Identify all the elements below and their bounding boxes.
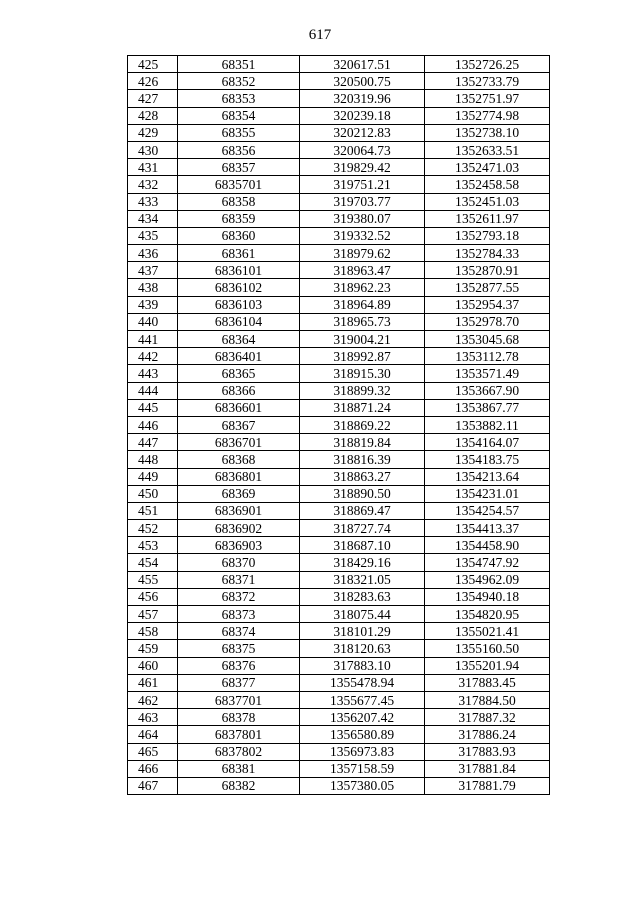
table-row xyxy=(128,520,550,537)
point-id-cell: 6836903 xyxy=(178,537,300,554)
table-row xyxy=(128,348,550,365)
row-index-cell: 463 xyxy=(128,709,178,726)
coordinate-y-cell: 1352954.37 xyxy=(425,296,550,313)
coordinate-y-cell: 1354962.09 xyxy=(425,571,550,588)
point-id-cell: 6837801 xyxy=(178,726,300,743)
coordinate-y-cell: 1355201.94 xyxy=(425,657,550,674)
table-row xyxy=(128,640,550,657)
coordinate-x-cell: 318727.74 xyxy=(300,520,425,537)
page-number: 617 xyxy=(308,27,332,43)
point-id-cell: 68353 xyxy=(178,90,300,107)
table-row xyxy=(128,107,550,124)
point-id-cell: 6836601 xyxy=(178,399,300,416)
coordinate-x-cell: 318963.47 xyxy=(300,262,425,279)
table-row xyxy=(128,331,550,348)
coordinate-x-cell: 1357380.05 xyxy=(300,777,425,794)
row-index-cell: 452 xyxy=(128,520,178,537)
point-id-cell: 6836104 xyxy=(178,313,300,330)
row-index-cell: 461 xyxy=(128,674,178,691)
point-id-cell: 68373 xyxy=(178,606,300,623)
coordinate-x-cell: 319380.07 xyxy=(300,210,425,227)
coordinate-x-cell: 318899.32 xyxy=(300,382,425,399)
table-row xyxy=(128,399,550,416)
coordinate-y-cell: 1353667.90 xyxy=(425,382,550,399)
row-index-cell: 462 xyxy=(128,691,178,708)
table-row xyxy=(128,502,550,519)
table-row xyxy=(128,176,550,193)
row-index-cell: 449 xyxy=(128,468,178,485)
coordinate-x-cell: 318964.89 xyxy=(300,296,425,313)
point-id-cell: 6836401 xyxy=(178,348,300,365)
table-row xyxy=(128,227,550,244)
coordinate-y-cell: 1352738.10 xyxy=(425,124,550,141)
row-index-cell: 446 xyxy=(128,416,178,433)
table-row xyxy=(128,56,550,73)
point-id-cell: 6836901 xyxy=(178,502,300,519)
table-row xyxy=(128,623,550,640)
coordinate-x-cell: 318075.44 xyxy=(300,606,425,623)
table-row xyxy=(128,554,550,571)
table-row xyxy=(128,537,550,554)
point-id-cell: 68382 xyxy=(178,777,300,794)
coordinate-y-cell: 1354231.01 xyxy=(425,485,550,502)
point-id-cell: 68366 xyxy=(178,382,300,399)
coordinate-x-cell: 320064.73 xyxy=(300,141,425,158)
row-index-cell: 429 xyxy=(128,124,178,141)
table-body xyxy=(128,56,550,795)
row-index-cell: 425 xyxy=(128,56,178,73)
coordinate-y-cell: 1352611.97 xyxy=(425,210,550,227)
coordinate-y-cell: 1352774.98 xyxy=(425,107,550,124)
coordinate-y-cell: 1354413.37 xyxy=(425,520,550,537)
coordinate-y-cell: 1354940.18 xyxy=(425,588,550,605)
table-row xyxy=(128,777,550,794)
row-index-cell: 465 xyxy=(128,743,178,760)
point-id-cell: 68371 xyxy=(178,571,300,588)
point-id-cell: 68376 xyxy=(178,657,300,674)
coordinate-y-cell: 1354164.07 xyxy=(425,434,550,451)
point-id-cell: 6835701 xyxy=(178,176,300,193)
point-id-cell: 68374 xyxy=(178,623,300,640)
row-index-cell: 455 xyxy=(128,571,178,588)
point-id-cell: 6836902 xyxy=(178,520,300,537)
coordinates-table-wrapper xyxy=(127,55,549,795)
coordinate-y-cell: 317881.79 xyxy=(425,777,550,794)
row-index-cell: 466 xyxy=(128,760,178,777)
row-index-cell: 458 xyxy=(128,623,178,640)
table-row xyxy=(128,657,550,674)
row-index-cell: 427 xyxy=(128,90,178,107)
coordinate-x-cell: 319751.21 xyxy=(300,176,425,193)
coordinate-x-cell: 319004.21 xyxy=(300,331,425,348)
coordinate-x-cell: 1356580.89 xyxy=(300,726,425,743)
table-row xyxy=(128,709,550,726)
coordinate-x-cell: 318871.24 xyxy=(300,399,425,416)
coordinate-x-cell: 1356973.83 xyxy=(300,743,425,760)
coordinate-y-cell: 1354213.64 xyxy=(425,468,550,485)
coordinate-y-cell: 1352793.18 xyxy=(425,227,550,244)
point-id-cell: 68375 xyxy=(178,640,300,657)
coordinate-x-cell: 320319.96 xyxy=(300,90,425,107)
coordinate-x-cell: 318979.62 xyxy=(300,245,425,262)
coordinate-x-cell: 1357158.59 xyxy=(300,760,425,777)
point-id-cell: 68368 xyxy=(178,451,300,468)
table-row xyxy=(128,279,550,296)
coordinate-x-cell: 319829.42 xyxy=(300,159,425,176)
table-row xyxy=(128,90,550,107)
coordinate-y-cell: 1352877.55 xyxy=(425,279,550,296)
table-row xyxy=(128,313,550,330)
table-row xyxy=(128,73,550,90)
row-index-cell: 426 xyxy=(128,73,178,90)
point-id-cell: 68355 xyxy=(178,124,300,141)
row-index-cell: 451 xyxy=(128,502,178,519)
coordinate-y-cell: 317884.50 xyxy=(425,691,550,708)
row-index-cell: 467 xyxy=(128,777,178,794)
coordinate-x-cell: 318962.23 xyxy=(300,279,425,296)
coordinate-x-cell: 318869.47 xyxy=(300,502,425,519)
coordinates-table xyxy=(127,55,550,795)
row-index-cell: 442 xyxy=(128,348,178,365)
coordinate-y-cell: 1353571.49 xyxy=(425,365,550,382)
table-row xyxy=(128,141,550,158)
point-id-cell: 68357 xyxy=(178,159,300,176)
row-index-cell: 433 xyxy=(128,193,178,210)
table-row xyxy=(128,743,550,760)
point-id-cell: 68367 xyxy=(178,416,300,433)
table-row xyxy=(128,159,550,176)
coordinate-y-cell: 1352633.51 xyxy=(425,141,550,158)
row-index-cell: 437 xyxy=(128,262,178,279)
row-index-cell: 447 xyxy=(128,434,178,451)
coordinate-y-cell: 1352733.79 xyxy=(425,73,550,90)
coordinate-y-cell: 1354183.75 xyxy=(425,451,550,468)
point-id-cell: 68356 xyxy=(178,141,300,158)
coordinate-y-cell: 317887.32 xyxy=(425,709,550,726)
row-index-cell: 459 xyxy=(128,640,178,657)
point-id-cell: 68352 xyxy=(178,73,300,90)
coordinate-x-cell: 318965.73 xyxy=(300,313,425,330)
table-row xyxy=(128,451,550,468)
table-row xyxy=(128,245,550,262)
row-index-cell: 443 xyxy=(128,365,178,382)
point-id-cell: 68365 xyxy=(178,365,300,382)
coordinate-x-cell: 318101.29 xyxy=(300,623,425,640)
coordinate-x-cell: 318321.05 xyxy=(300,571,425,588)
row-index-cell: 438 xyxy=(128,279,178,296)
coordinate-x-cell: 318890.50 xyxy=(300,485,425,502)
table-row xyxy=(128,468,550,485)
coordinate-y-cell: 1353112.78 xyxy=(425,348,550,365)
table-row xyxy=(128,571,550,588)
table-row xyxy=(128,262,550,279)
table-row xyxy=(128,691,550,708)
row-index-cell: 441 xyxy=(128,331,178,348)
coordinate-x-cell: 318687.10 xyxy=(300,537,425,554)
coordinate-x-cell: 1355478.94 xyxy=(300,674,425,691)
point-id-cell: 6836101 xyxy=(178,262,300,279)
coordinate-x-cell: 318863.27 xyxy=(300,468,425,485)
coordinate-x-cell: 318869.22 xyxy=(300,416,425,433)
coordinate-y-cell: 1352451.03 xyxy=(425,193,550,210)
coordinate-y-cell: 1352726.25 xyxy=(425,56,550,73)
coordinate-y-cell: 1354747.92 xyxy=(425,554,550,571)
table-row xyxy=(128,726,550,743)
row-index-cell: 454 xyxy=(128,554,178,571)
coordinate-y-cell: 1352471.03 xyxy=(425,159,550,176)
row-index-cell: 460 xyxy=(128,657,178,674)
table-row xyxy=(128,760,550,777)
coordinate-x-cell: 320500.75 xyxy=(300,73,425,90)
coordinate-y-cell: 1352978.70 xyxy=(425,313,550,330)
row-index-cell: 456 xyxy=(128,588,178,605)
row-index-cell: 434 xyxy=(128,210,178,227)
point-id-cell: 6837701 xyxy=(178,691,300,708)
row-index-cell: 440 xyxy=(128,313,178,330)
point-id-cell: 68359 xyxy=(178,210,300,227)
table-row xyxy=(128,382,550,399)
point-id-cell: 68360 xyxy=(178,227,300,244)
point-id-cell: 6836102 xyxy=(178,279,300,296)
row-index-cell: 435 xyxy=(128,227,178,244)
point-id-cell: 68351 xyxy=(178,56,300,73)
row-index-cell: 439 xyxy=(128,296,178,313)
point-id-cell: 68364 xyxy=(178,331,300,348)
row-index-cell: 453 xyxy=(128,537,178,554)
coordinate-y-cell: 317883.45 xyxy=(425,674,550,691)
row-index-cell: 445 xyxy=(128,399,178,416)
coordinate-x-cell: 319703.77 xyxy=(300,193,425,210)
table-row xyxy=(128,365,550,382)
point-id-cell: 68361 xyxy=(178,245,300,262)
table-row xyxy=(128,674,550,691)
coordinate-x-cell: 320212.83 xyxy=(300,124,425,141)
point-id-cell: 6836801 xyxy=(178,468,300,485)
coordinate-y-cell: 1353882.11 xyxy=(425,416,550,433)
table-row xyxy=(128,296,550,313)
coordinate-x-cell: 318283.63 xyxy=(300,588,425,605)
coordinate-x-cell: 320239.18 xyxy=(300,107,425,124)
point-id-cell: 68370 xyxy=(178,554,300,571)
coordinate-y-cell: 1353045.68 xyxy=(425,331,550,348)
coordinate-x-cell: 317883.10 xyxy=(300,657,425,674)
row-index-cell: 436 xyxy=(128,245,178,262)
point-id-cell: 68381 xyxy=(178,760,300,777)
coordinate-x-cell: 318120.63 xyxy=(300,640,425,657)
coordinate-y-cell: 317886.24 xyxy=(425,726,550,743)
row-index-cell: 450 xyxy=(128,485,178,502)
coordinate-x-cell: 1355677.45 xyxy=(300,691,425,708)
row-index-cell: 432 xyxy=(128,176,178,193)
row-index-cell: 431 xyxy=(128,159,178,176)
table-row xyxy=(128,210,550,227)
point-id-cell: 6837802 xyxy=(178,743,300,760)
coordinate-x-cell: 318819.84 xyxy=(300,434,425,451)
coordinate-y-cell: 1352751.97 xyxy=(425,90,550,107)
point-id-cell: 6836701 xyxy=(178,434,300,451)
coordinate-x-cell: 318429.16 xyxy=(300,554,425,571)
coordinate-y-cell: 1355160.50 xyxy=(425,640,550,657)
point-id-cell: 68377 xyxy=(178,674,300,691)
row-index-cell: 444 xyxy=(128,382,178,399)
point-id-cell: 68369 xyxy=(178,485,300,502)
coordinate-y-cell: 1352458.58 xyxy=(425,176,550,193)
coordinate-y-cell: 1355021.41 xyxy=(425,623,550,640)
row-index-cell: 464 xyxy=(128,726,178,743)
table-row xyxy=(128,434,550,451)
table-row xyxy=(128,193,550,210)
table-row xyxy=(128,416,550,433)
row-index-cell: 428 xyxy=(128,107,178,124)
coordinate-y-cell: 1352870.91 xyxy=(425,262,550,279)
coordinate-x-cell: 318992.87 xyxy=(300,348,425,365)
coordinate-y-cell: 317881.84 xyxy=(425,760,550,777)
point-id-cell: 68358 xyxy=(178,193,300,210)
coordinate-x-cell: 1356207.42 xyxy=(300,709,425,726)
table-row xyxy=(128,485,550,502)
coordinate-x-cell: 318816.39 xyxy=(300,451,425,468)
coordinate-y-cell: 317883.93 xyxy=(425,743,550,760)
coordinate-x-cell: 318915.30 xyxy=(300,365,425,382)
coordinate-y-cell: 1353867.77 xyxy=(425,399,550,416)
point-id-cell: 68372 xyxy=(178,588,300,605)
coordinate-y-cell: 1354820.95 xyxy=(425,606,550,623)
point-id-cell: 68354 xyxy=(178,107,300,124)
row-index-cell: 457 xyxy=(128,606,178,623)
coordinate-y-cell: 1352784.33 xyxy=(425,245,550,262)
coordinate-y-cell: 1354458.90 xyxy=(425,537,550,554)
coordinate-x-cell: 319332.52 xyxy=(300,227,425,244)
table-row xyxy=(128,124,550,141)
table-row xyxy=(128,588,550,605)
row-index-cell: 430 xyxy=(128,141,178,158)
row-index-cell: 448 xyxy=(128,451,178,468)
coordinate-y-cell: 1354254.57 xyxy=(425,502,550,519)
point-id-cell: 6836103 xyxy=(178,296,300,313)
coordinate-x-cell: 320617.51 xyxy=(300,56,425,73)
point-id-cell: 68378 xyxy=(178,709,300,726)
table-row xyxy=(128,606,550,623)
